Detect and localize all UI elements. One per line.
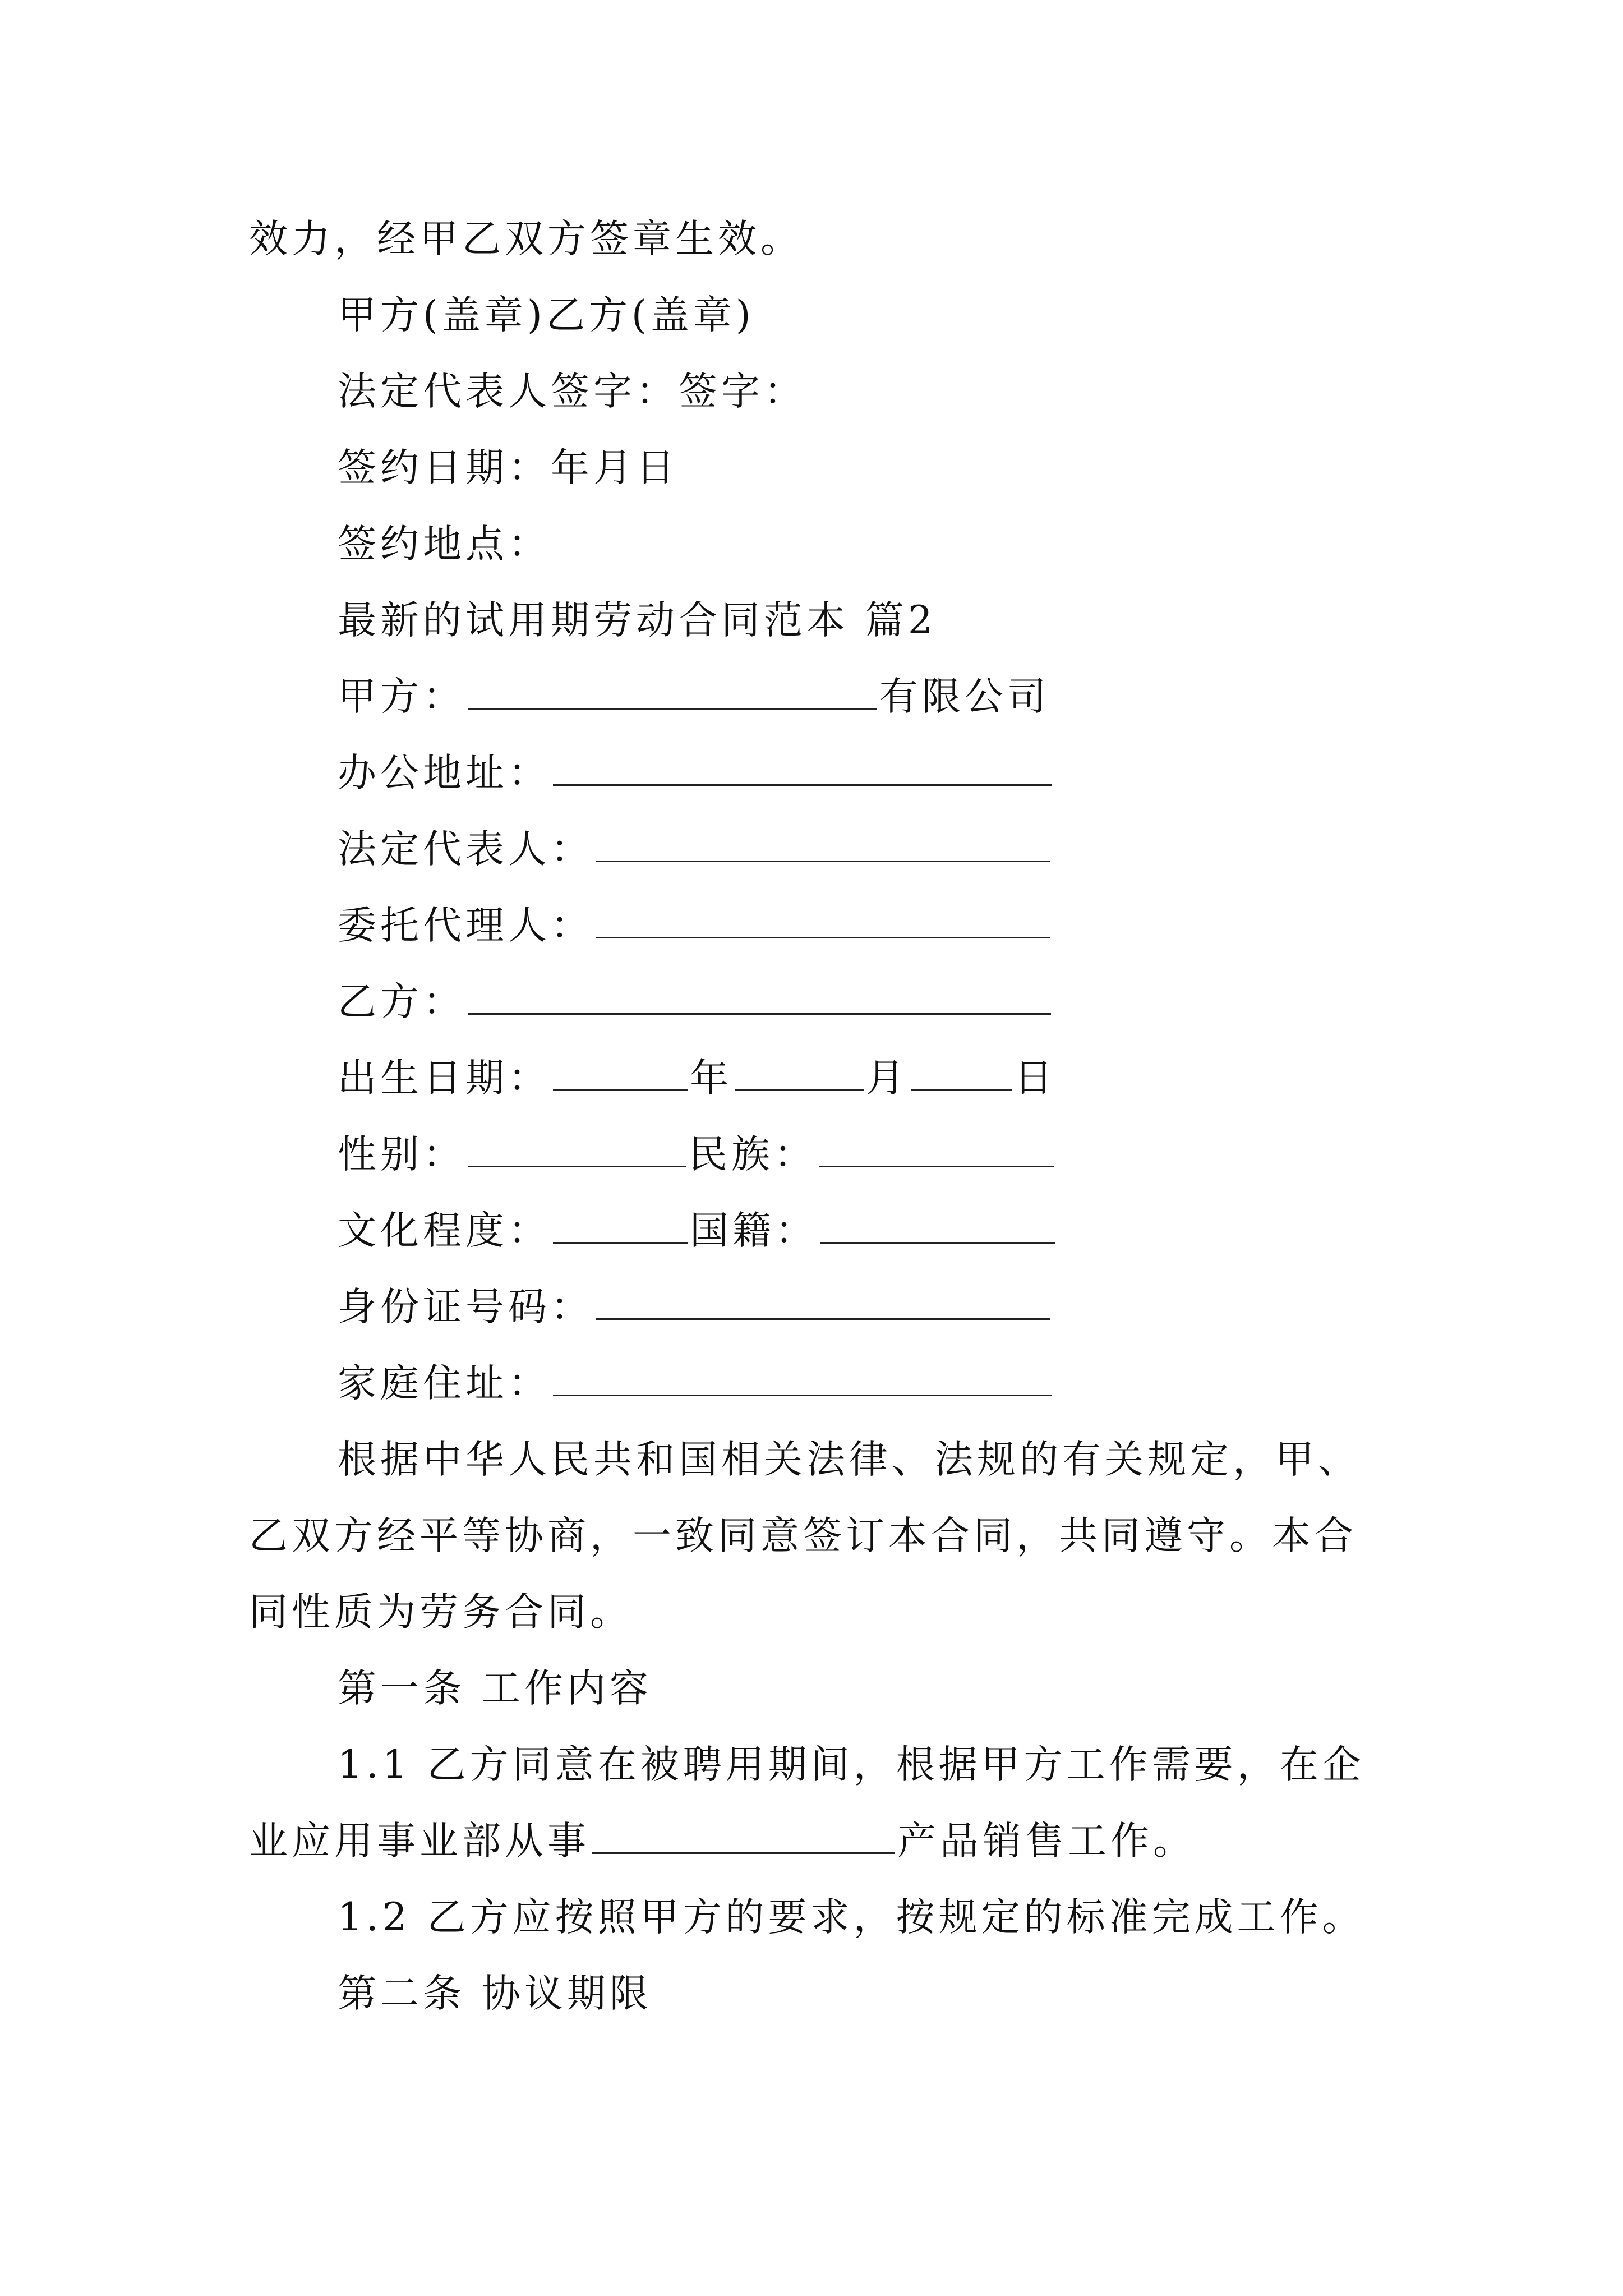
body-text: 同性质为劳务合同。 [249,1590,633,1635]
form-line-party-b [338,974,1053,1030]
paragraph-line [338,1432,1361,1488]
text-line [338,516,551,572]
fill-blank [553,1205,688,1244]
text-line [338,364,806,420]
fill-blank [819,1129,1054,1167]
form-line-home-address [338,1355,1054,1411]
fill-blank [596,1281,1050,1320]
field-label: 身份证号码： [338,1285,593,1329]
form-line-birth-date [338,1050,1057,1106]
date-unit: 年 [690,1056,732,1101]
paragraph-line [249,1508,1357,1564]
body-text: 签约地点： [338,522,551,567]
form-line-gender-ethnicity [338,1126,1057,1182]
body-text: 产品销售工作。 [897,1819,1196,1864]
text-line [338,287,755,343]
fill-blank [553,1052,688,1091]
fill-blank [553,747,1052,786]
form-line-agent [338,898,1052,954]
fill-blank [596,823,1050,862]
body-text: 甲方(盖章)乙方(盖章) [338,293,755,338]
date-unit: 日 [1014,1056,1057,1101]
body-text: 1.1 乙方同意在被聘用期间，根据甲方工作需要，在企 [338,1742,1365,1787]
section-heading [338,592,937,648]
field-label: 委托代理人： [338,903,593,948]
form-line-legal-rep [338,821,1052,877]
fill-blank [820,1205,1055,1244]
fill-blank [592,1815,895,1854]
field-label: 国籍： [690,1208,818,1253]
form-line-id-number [338,1279,1052,1335]
field-label: 法定代表人： [338,827,593,872]
field-label: 出生日期： [338,1056,551,1101]
heading-text: 第一条 工作内容 [338,1666,652,1711]
field-label: 乙方： [338,979,465,1024]
article-heading [338,1660,652,1717]
heading-text: 第二条 协议期限 [338,1971,652,2016]
fill-blank [468,1129,686,1167]
field-label: 民族： [689,1132,817,1177]
field-label: 办公地址： [338,751,551,795]
text-line [338,440,679,496]
field-label: 文化程度： [338,1208,551,1253]
form-line-office-address [338,745,1054,801]
text-line [249,211,803,267]
paragraph-line [338,1889,1365,1945]
date-unit: 月 [866,1056,909,1101]
paragraph-line [249,1813,1196,1869]
article-heading [338,1966,652,2022]
fill-blank [468,976,1051,1015]
field-suffix: 有限公司 [879,674,1050,719]
body-text: 根据中华人民共和国相关法律、法规的有关规定，甲、 [338,1437,1361,1482]
fill-blank [468,671,877,710]
paragraph-line [249,1584,633,1640]
fill-blank [911,1052,1012,1091]
body-text: 法定代表人签字：签字： [338,369,806,414]
field-label: 性别： [338,1132,465,1177]
form-line-education-nationality [338,1203,1058,1259]
body-text: 乙双方经平等协商，一致同意签订本合同，共同遵守。本合 [249,1513,1357,1558]
fill-blank [553,1358,1052,1396]
fill-blank [596,900,1050,938]
form-line-party-a [338,669,1050,725]
body-text: 签约日期：年月日 [338,445,679,490]
body-text: 业应用事业部从事 [249,1819,590,1864]
field-label: 家庭住址： [338,1361,551,1406]
paragraph-line [338,1737,1365,1793]
body-text: 效力，经甲乙双方签章生效。 [249,217,803,261]
body-text: 1.2 乙方应按照甲方的要求，按规定的标准完成工作。 [338,1895,1365,1940]
field-label: 甲方： [338,674,465,719]
heading-text: 最新的试用期劳动合同范本 篇2 [338,598,937,643]
fill-blank [735,1052,864,1091]
